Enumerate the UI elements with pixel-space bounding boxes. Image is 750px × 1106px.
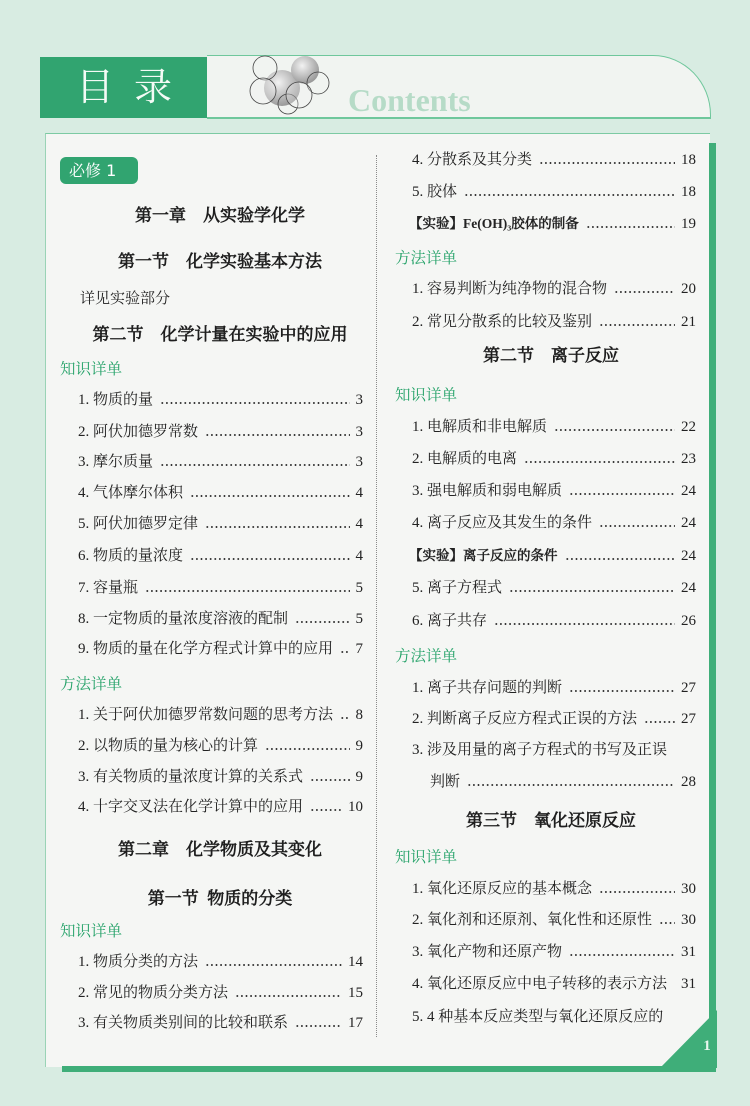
toc-entry xyxy=(412,312,696,332)
group-heading-knowledge: 知识详单 xyxy=(60,922,123,940)
entry-page: 27 xyxy=(681,711,696,727)
toc-entry xyxy=(412,182,696,202)
toc-entry-continuation xyxy=(430,772,696,792)
toc-entry-experiment xyxy=(409,546,696,566)
toc-entry xyxy=(412,910,696,930)
dot-leader xyxy=(310,808,342,812)
dot-leader xyxy=(509,589,675,593)
entry-page: 5 xyxy=(355,580,363,596)
group-heading-knowledge: 知识详单 xyxy=(395,848,458,866)
entry-page: 5 xyxy=(355,611,363,627)
entry-label: 6. 离子共存 xyxy=(412,613,488,629)
section-heading: 第一节 物质的分类 xyxy=(147,889,293,908)
entry-label: 5. 阿伏加德罗定律 xyxy=(78,516,199,532)
dot-leader xyxy=(340,716,349,720)
toc-entry-experiment xyxy=(409,214,696,234)
dot-leader xyxy=(586,225,675,229)
dot-leader xyxy=(524,460,675,464)
note-text: 详见实验部分 xyxy=(80,291,171,307)
toc-entry xyxy=(78,578,363,598)
page-title: 目录 xyxy=(76,65,193,109)
dot-leader xyxy=(569,689,675,693)
toc-entry xyxy=(412,449,696,469)
entry-label: 3. 强电解质和弱电解质 xyxy=(412,483,563,499)
dot-leader xyxy=(205,963,342,967)
dot-leader xyxy=(565,557,676,561)
toc-entry xyxy=(412,150,696,170)
entry-label: 1. 物质分类的方法 xyxy=(78,954,199,970)
entry-page: 4 xyxy=(355,548,363,564)
entry-label: 3. 有关物质类别间的比较和联系 xyxy=(78,1015,289,1031)
toc-entry xyxy=(412,611,696,631)
entry-page: 3 xyxy=(355,454,363,470)
dot-leader xyxy=(467,783,675,787)
entry-label: 4. 氧化还原反应中电子转移的表示方法 xyxy=(412,976,668,992)
toc-entry xyxy=(78,390,363,410)
toc-entry xyxy=(78,797,363,817)
dot-leader xyxy=(599,323,675,327)
entry-page: 31 xyxy=(681,976,696,992)
entry-label: 1. 物质的量 xyxy=(78,392,154,408)
dot-leader xyxy=(145,589,349,593)
dot-leader xyxy=(235,994,342,998)
toc-entry xyxy=(412,974,696,994)
toc-entry xyxy=(78,1013,363,1033)
toc-entry xyxy=(78,422,363,442)
entry-label: 2. 常见分散系的比较及鉴别 xyxy=(412,314,593,330)
group-heading-methods: 方法详单 xyxy=(395,249,458,267)
entry-label: 3. 涉及用量的离子方程式的书写及正误 xyxy=(412,742,668,758)
entry-label: 3. 摩尔质量 xyxy=(78,454,154,470)
entry-label: 2. 阿伏加德罗常数 xyxy=(78,424,199,440)
entry-label: 4. 离子反应及其发生的条件 xyxy=(412,515,593,531)
dot-leader xyxy=(569,492,675,496)
entry-page: 14 xyxy=(348,954,363,970)
dot-leader xyxy=(614,290,675,294)
entry-label: 1. 容易判断为纯净物的混合物 xyxy=(412,281,608,297)
entry-label: 5. 离子方程式 xyxy=(412,580,503,596)
entry-page: 19 xyxy=(681,216,696,232)
group-heading-knowledge: 知识详单 xyxy=(60,360,123,378)
entry-page: 9 xyxy=(355,769,363,785)
entry-page: 23 xyxy=(681,451,696,467)
entry-label: 1. 关于阿伏加德罗常数问题的思考方法 xyxy=(78,707,334,723)
toc-entry xyxy=(412,578,696,598)
dot-leader xyxy=(265,747,349,751)
entry-label: 7. 容量瓶 xyxy=(78,580,139,596)
contents-subtitle: Contents xyxy=(348,82,471,118)
entry-page: 24 xyxy=(681,580,696,596)
entry-page: 18 xyxy=(681,184,696,200)
entry-label: 【实验】离子反应的条件 xyxy=(409,548,558,563)
entry-label: 【实验】Fe(OH)₃胶体的制备 xyxy=(409,216,579,231)
section-heading: 第一节 化学实验基本方法 xyxy=(118,252,322,271)
entry-page: 4 xyxy=(355,485,363,501)
section-heading: 第二节 离子反应 xyxy=(483,346,619,365)
entry-page: 10 xyxy=(348,799,363,815)
dot-leader xyxy=(205,525,349,529)
toc-entry xyxy=(412,279,696,299)
entry-page: 30 xyxy=(681,881,696,897)
dot-leader xyxy=(160,401,349,405)
toc-entry xyxy=(78,983,363,1003)
toc-entry xyxy=(78,736,363,756)
entry-page: 18 xyxy=(681,152,696,168)
entry-page: 22 xyxy=(681,419,696,435)
entry-label: 1. 电解质和非电解质 xyxy=(412,419,548,435)
entry-page: 24 xyxy=(681,483,696,499)
entry-page: 24 xyxy=(681,548,696,564)
entry-label: 2. 判断离子反应方程式正误的方法 xyxy=(412,711,638,727)
toc-entry xyxy=(412,879,696,899)
group-heading-methods: 方法详单 xyxy=(395,647,458,665)
entry-label: 5. 4 种基本反应类型与氧化还原反应的 xyxy=(412,1009,664,1025)
entry-label: 2. 电解质的电离 xyxy=(412,451,518,467)
entry-page: 20 xyxy=(681,281,696,297)
toc-entry xyxy=(78,546,363,566)
dot-leader xyxy=(494,622,675,626)
entry-label: 4. 十字交叉法在化学计算中的应用 xyxy=(78,799,304,815)
entry-label: 3. 氧化产物和还原产物 xyxy=(412,944,563,960)
entry-label-continuation: 判断 xyxy=(430,774,461,790)
dot-leader xyxy=(160,463,349,467)
dot-leader xyxy=(674,985,675,989)
section-heading: 第二节 化学计量在实验中的应用 xyxy=(92,325,348,344)
dot-leader xyxy=(599,890,675,894)
entry-label: 2. 氧化剂和还原剂、氧化性和还原性 xyxy=(412,912,653,928)
entry-page: 3 xyxy=(355,392,363,408)
toc-entry xyxy=(412,513,696,533)
toc-entry xyxy=(78,514,363,534)
dot-leader xyxy=(539,161,675,165)
dot-leader xyxy=(295,620,349,624)
entry-page: 4 xyxy=(355,516,363,532)
toc-entry xyxy=(412,678,696,698)
toc-entry xyxy=(412,481,696,501)
toc-entry xyxy=(78,609,363,629)
entry-label: 4. 气体摩尔体积 xyxy=(78,485,184,501)
entry-page: 26 xyxy=(681,613,696,629)
dot-leader xyxy=(190,557,349,561)
group-heading-knowledge: 知识详单 xyxy=(395,386,458,404)
entry-page: 21 xyxy=(681,314,696,330)
group-heading-methods: 方法详单 xyxy=(60,675,123,693)
dot-leader xyxy=(569,953,675,957)
entry-page: 9 xyxy=(355,738,363,754)
dot-leader xyxy=(205,433,349,437)
toc-entry xyxy=(78,639,363,659)
dot-leader xyxy=(190,494,349,498)
section-heading: 第三节 氧化还原反应 xyxy=(466,811,636,830)
dot-leader xyxy=(464,193,675,197)
entry-label: 1. 氧化还原反应的基本概念 xyxy=(412,881,593,897)
toc-entry xyxy=(78,483,363,503)
entry-page: 27 xyxy=(681,680,696,696)
dot-leader xyxy=(659,921,675,925)
panel-bottom-bar xyxy=(62,1066,716,1072)
toc-entry xyxy=(412,942,696,962)
volume-badge: 必修 1 xyxy=(60,157,138,184)
dot-leader xyxy=(644,720,675,724)
entry-label: 1. 离子共存问题的判断 xyxy=(412,680,563,696)
entry-page: 30 xyxy=(681,912,696,928)
entry-label: 8. 一定物质的量浓度溶液的配制 xyxy=(78,611,289,627)
entry-page: 8 xyxy=(355,707,363,723)
dot-leader xyxy=(310,778,349,782)
page-number: 1 xyxy=(703,1038,711,1054)
entry-label: 3. 有关物质的量浓度计算的关系式 xyxy=(78,769,304,785)
molecule-icon xyxy=(240,54,340,120)
panel-right-bar xyxy=(709,143,716,1072)
entry-label: 2. 以物质的量为核心的计算 xyxy=(78,738,259,754)
dot-leader xyxy=(295,1024,342,1028)
entry-page: 17 xyxy=(348,1015,363,1031)
toc-entry-multiline xyxy=(412,740,696,760)
toc-entry xyxy=(78,767,363,787)
toc-entry xyxy=(412,709,696,729)
title-block xyxy=(40,57,207,118)
entry-label: 6. 物质的量浓度 xyxy=(78,548,184,564)
chapter-heading: 第一章 从实验学化学 xyxy=(135,206,305,225)
entry-page: 24 xyxy=(681,515,696,531)
dot-leader xyxy=(554,428,675,432)
chapter-heading: 第二章 化学物质及其变化 xyxy=(118,840,322,859)
toc-entry xyxy=(78,705,363,725)
dot-leader xyxy=(599,524,675,528)
toc-entry xyxy=(78,952,363,972)
entry-label: 4. 分散系及其分类 xyxy=(412,152,533,168)
toc-entry xyxy=(78,452,363,472)
dot-leader xyxy=(340,650,349,654)
entry-label: 5. 胶体 xyxy=(412,184,458,200)
entry-page: 31 xyxy=(681,944,696,960)
entry-page: 7 xyxy=(355,641,363,657)
entry-label: 9. 物质的量在化学方程式计算中的应用 xyxy=(78,641,334,657)
toc-entry xyxy=(412,417,696,437)
toc-entry-partial xyxy=(412,1007,696,1027)
entry-page: 15 xyxy=(348,985,363,1001)
entry-page: 28 xyxy=(681,774,696,790)
entry-page: 3 xyxy=(355,424,363,440)
entry-label: 2. 常见的物质分类方法 xyxy=(78,985,229,1001)
